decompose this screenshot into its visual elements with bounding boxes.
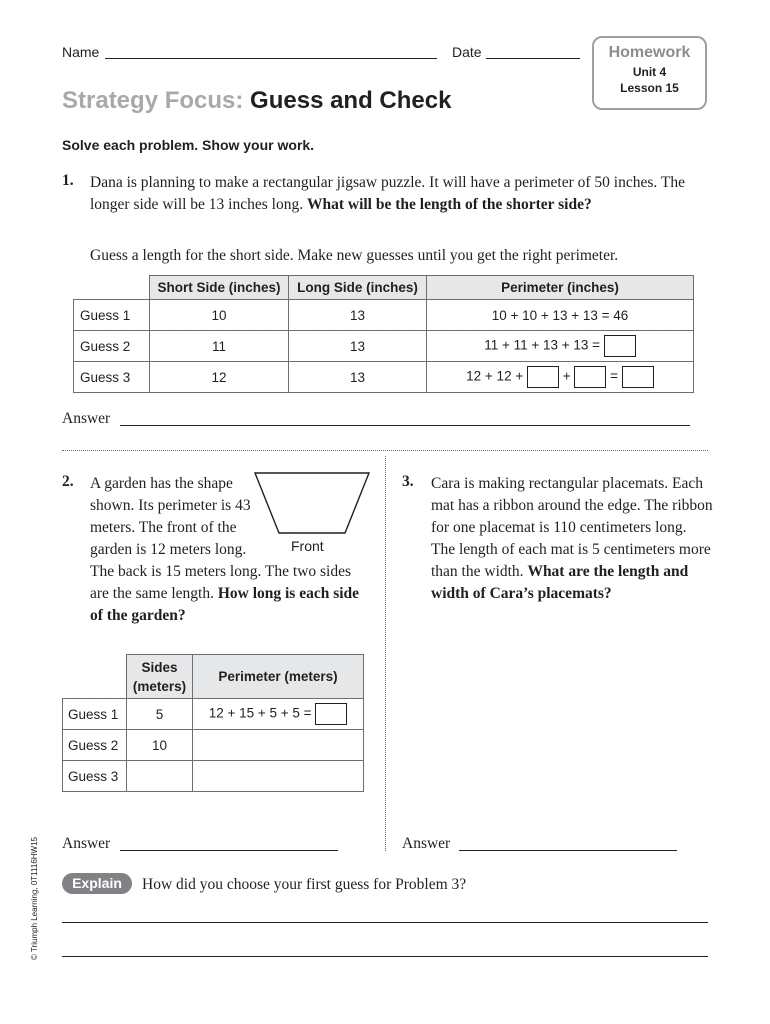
title-prefix: Strategy Focus: [62,87,244,114]
table-row [63,761,364,792]
explain-question: How did you choose your first guess for Problem 3? [142,876,467,893]
problem1-answer-label: Answer [62,410,111,427]
answer-box[interactable] [527,366,559,388]
table-row [63,730,364,761]
perimeter-cell[interactable] [193,761,364,792]
problem1-hint: Guess a length for the short side. Make new guesses until you get the right perimeter. [90,247,619,264]
page-title [62,87,451,115]
problem1-number: 1. [62,172,74,189]
badge-title: Homework [608,44,691,61]
table-corner [63,655,127,699]
problem1-table [73,275,694,393]
instructions: Solve each problem. Show your work. [62,137,315,153]
title-main: Guess and Check [250,87,452,114]
problem2-question: How long is each side of the garden? [90,585,360,624]
answer-box[interactable] [622,366,654,388]
section-divider [62,450,708,451]
perimeter-cell[interactable] [193,730,364,761]
explain-badge: Explain [62,873,132,894]
header-long-side: Long Side (inches) [289,276,427,300]
table-row [74,331,694,362]
row-label: Guess 1 [74,300,150,331]
problem3-text-plain: Cara is making rectangular placemats. Each mat has a ribbon around the edge. The ribbon for one placemat is 110 centimeters long. The length of each mat is 5 centimeters more than the width. [431,475,713,580]
perimeter-expression: 12 + 15 + 5 + 5 = [208,705,312,721]
short-side-value: 11 [150,331,289,362]
row-label: Guess 3 [63,761,127,792]
problem3-answer-label: Answer [402,835,451,852]
column-divider [385,456,386,851]
perimeter-cell [193,699,364,730]
problem2-table [62,654,364,792]
badge-lesson: Lesson 15 [620,81,679,95]
row-label: Guess 3 [74,362,150,393]
row-label: Guess 2 [74,331,150,362]
answer-box[interactable] [574,366,606,388]
name-line[interactable] [105,58,437,59]
problem1-text-plain: Dana is planning to make a rectangular jigsaw puzzle. It will have a perimeter of 50 inches. The longer side will be 13 inches long. [90,174,685,213]
short-side-value: 12 [150,362,289,393]
name-label: Name [62,44,100,60]
problem2-answer-label: Answer [62,835,111,852]
row-label: Guess 1 [63,699,127,730]
perimeter-value: 10 + 10 + 13 + 13 = 46 [427,300,694,331]
sides-value: 5 [127,699,193,730]
problem3-question: What are the length and width of Cara’s placemats? [431,563,689,602]
sides-value: 10 [127,730,193,761]
date-line[interactable] [486,58,580,59]
problem3-number: 3. [402,473,414,490]
header-perimeter: Perimeter (meters) [193,655,364,699]
long-side-value: 13 [289,362,427,393]
problem2-number: 2. [62,473,74,490]
plus-sign: + [562,368,571,384]
answer-box[interactable] [315,703,347,725]
long-side-value: 13 [289,331,427,362]
homework-badge [592,36,707,110]
date-label: Date [452,44,482,60]
answer-box[interactable] [604,335,636,357]
problem2-answer-line[interactable] [120,850,338,851]
problem2-text-plain: A garden has the shape shown. Its perimeter is 43 meters. The front of the garden is 12 meters long. The back is 15 meters long. The two sides are the same length. [90,475,352,602]
perimeter-expression: 12 + 12 + [466,368,524,384]
perimeter-cell [427,362,694,393]
table-corner [74,276,150,300]
problem1-text [90,172,690,216]
sides-value[interactable] [127,761,193,792]
explain-answer-line-2[interactable] [62,956,708,957]
problem1-question: What will be the length of the shorter side? [306,196,592,213]
problem3-answer-line[interactable] [459,850,677,851]
table-row [74,362,694,393]
trapezoid-shape [255,473,369,533]
header-short-side: Short Side (inches) [150,276,289,300]
perimeter-expression: 11 + 11 + 13 + 13 = [484,337,601,353]
copyright-notice: © Triumph Learning, 0T1116HW15 [30,837,39,960]
explain-answer-line-1[interactable] [62,922,708,923]
long-side-value: 13 [289,300,427,331]
table-row [63,699,364,730]
problem1-answer-line[interactable] [120,425,690,426]
header-perimeter: Perimeter (inches) [427,276,694,300]
problem3-text [431,473,713,605]
equals-sign: = [610,368,619,384]
perimeter-cell [427,331,694,362]
short-side-value: 10 [150,300,289,331]
table-row [74,300,694,331]
header-sides: Sides (meters) [127,655,193,699]
badge-unit: Unit 4 [632,65,667,79]
front-label: Front [291,538,324,554]
row-label: Guess 2 [63,730,127,761]
garden-shape-figure [252,470,372,540]
